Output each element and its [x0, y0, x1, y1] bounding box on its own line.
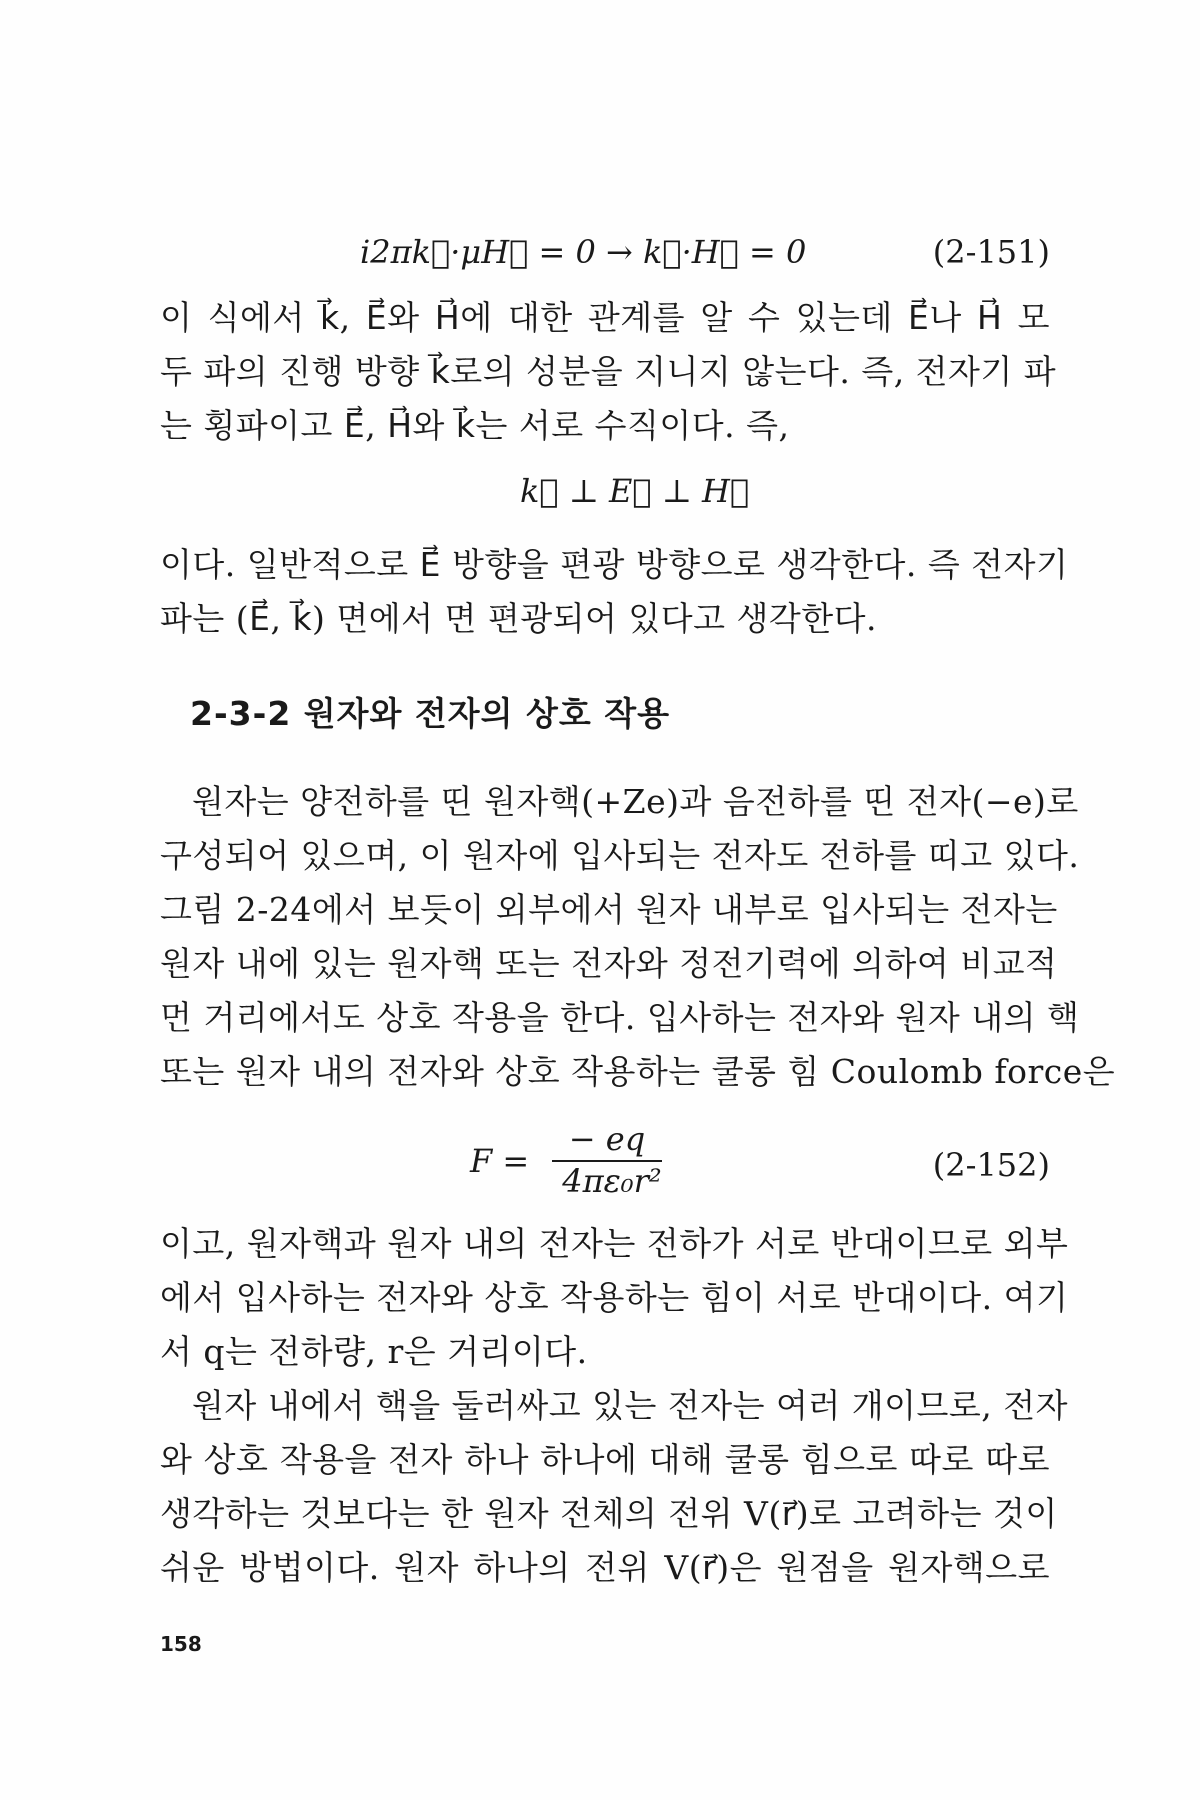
- section-heading: 2-3-2 원자와 전자의 상호 작용: [190, 694, 671, 733]
- paragraph-3-line-3: 그림 2-24에서 보듯이 외부에서 원자 내부로 입사되는 전자는: [160, 890, 1058, 929]
- equation-number: (2-152): [932, 1146, 1050, 1184]
- paragraph-5-line-1: 원자 내에서 핵을 둘러싸고 있는 전자는 여러 개이므로, 전자: [192, 1386, 1068, 1425]
- equation-denominator: 4πε₀r²: [562, 1162, 662, 1200]
- paragraph-4-line-1: 이고, 원자핵과 원자 내의 전자는 전하가 서로 반대이므로 외부: [160, 1224, 1069, 1263]
- paragraph-2-line-2: 파는 (E⃗, k⃗) 면에서 면 편광되어 있다고 생각한다.: [160, 599, 878, 638]
- paragraph-3-line-2: 구성되어 있으며, 이 원자에 입사되는 전자도 전하를 띠고 있다.: [160, 836, 1080, 875]
- paragraph-1-line-3: 는 횡파이고 E⃗, H⃗와 k⃗는 서로 수직이다. 즉,: [160, 406, 790, 445]
- equation-number: (2-151): [932, 233, 1050, 271]
- paragraph-1-line-2: 두 파의 진행 방향 k⃗로의 성분을 지니지 않는다. 즉, 전자기 파: [160, 352, 1057, 391]
- equation-2-151: [0, 227, 1200, 277]
- paragraph-5-line-3: 생각하는 것보다는 한 원자 전체의 전위 V(r⃗)로 고려하는 것이: [160, 1494, 1058, 1533]
- paragraph-3-line-1: 원자는 양전하를 띤 원자핵(+Ze)과 음전하를 띤 전자(−e)로: [192, 782, 1079, 821]
- paragraph-4-line-3: 서 q는 전하량, r은 거리이다.: [160, 1332, 588, 1371]
- paragraph-4-line-2: 에서 입사하는 전자와 상호 작용하는 힘이 서로 반대이다. 여기: [160, 1278, 1069, 1317]
- paragraph-3-line-6: 또는 원자 내의 전자와 상호 작용하는 쿨롱 힘 Coulomb force은: [160, 1052, 1116, 1091]
- paragraph-1-line-1: 이 식에서 k⃗, E⃗와 H⃗에 대한 관계를 알 수 있는데 E⃗나 H⃗ 모: [160, 298, 1050, 337]
- equation-lhs: F =: [470, 1142, 530, 1180]
- paragraph-3-line-4: 원자 내에 있는 원자핵 또는 전자와 정전기력에 의하여 비교적: [160, 944, 1058, 983]
- equation-body: k⃗ ⊥ E⃗ ⊥ H⃗: [520, 472, 750, 510]
- paragraph-3-line-5: 먼 거리에서도 상호 작용을 한다. 입사하는 전자와 원자 내의 핵: [160, 998, 1080, 1037]
- paragraph-2-line-1: 이다. 일반적으로 E⃗ 방향을 편광 방향으로 생각한다. 즉 전자기: [160, 545, 1069, 584]
- paragraph-5-line-2: 와 상호 작용을 전자 하나 하나에 대해 쿨롱 힘으로 따로 따로: [160, 1440, 1050, 1479]
- paragraph-5-line-4: 쉬운 방법이다. 원자 하나의 전위 V(r⃗)은 원점을 원자핵으로: [160, 1548, 1050, 1587]
- perpendicular-relation: [0, 466, 1200, 516]
- equation-numerator: − eq: [568, 1120, 646, 1158]
- page-number: 158: [160, 1632, 202, 1656]
- equation-body: i2πk⃗·μH⃗ = 0 → k⃗·H⃗ = 0: [360, 233, 807, 271]
- equation-2-152-number-row: [0, 1140, 1200, 1190]
